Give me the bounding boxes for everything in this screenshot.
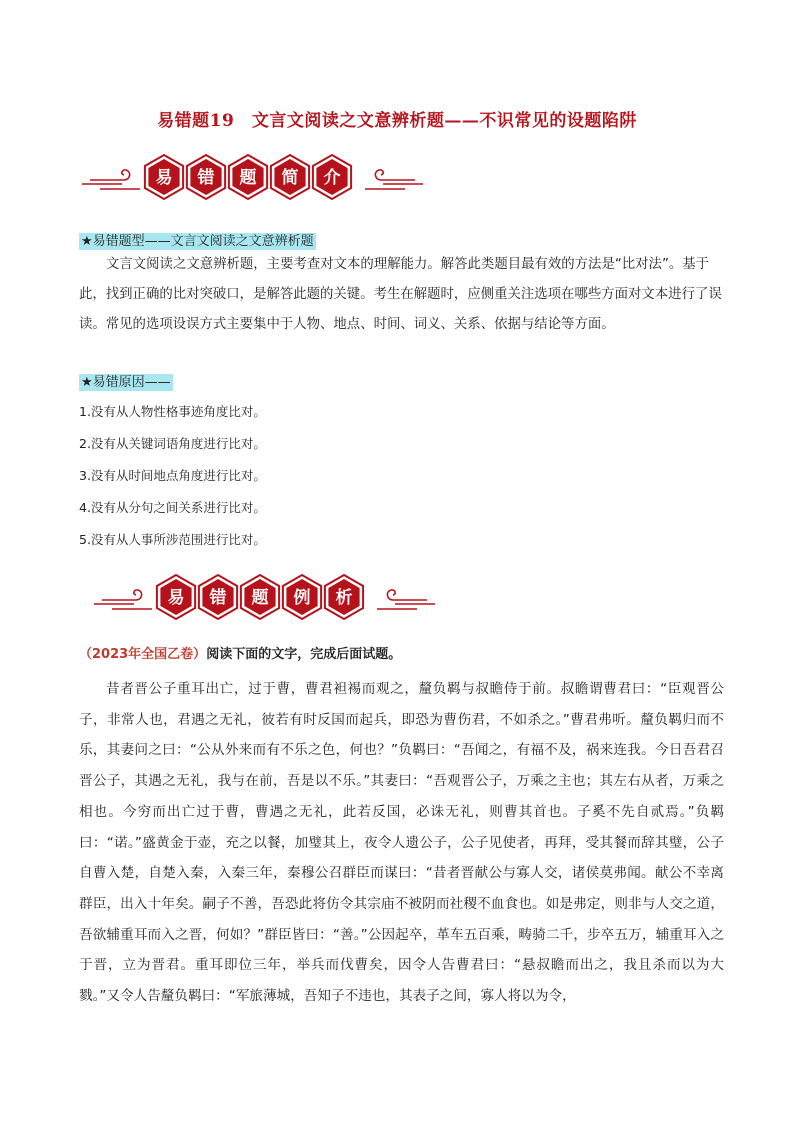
banner-right-deco (365, 170, 423, 189)
banner-char: 析 (335, 588, 353, 608)
banner-char: 题 (251, 588, 269, 608)
reason-item-3: 3.没有从时间地点角度进行比对。 (79, 468, 266, 483)
banner-char: 题 (239, 168, 257, 188)
banner-char: 错 (209, 588, 227, 608)
banner-right-deco (377, 590, 435, 609)
banner-intro-graphic (80, 152, 425, 202)
instruction-text: 阅读下面的文字，完成后面试题。 (206, 647, 402, 662)
banner-char: 例 (293, 588, 311, 608)
section1-heading: ★易错题型——文言文阅读之文意辨析题 (81, 234, 314, 249)
section-banner-intro (80, 152, 425, 202)
example-source (79, 643, 401, 662)
banner-left-deco (94, 590, 152, 609)
banner-char: 介 (323, 168, 341, 188)
source-tag: （2023年全国乙卷） (79, 647, 207, 662)
section1-paragraph: 文言文阅读之文意辨析题，主要考查对文本的理解能力。解答此类题目最有效的方法是“比对法”。基于此，找到正确的比对突破口，是解答此题的关键。考生在解题时，应侧重关注选项在哪些方面对文本进行了误读。常见的选项设误方式主要集中于人物、地点、时间、词义、关系、依据与结论等方面。 (79, 257, 722, 332)
banner-examples-graphic (92, 572, 437, 622)
reason-item-5: 5.没有从人事所涉范围进行比对。 (79, 532, 266, 547)
page-title: 易错题19 文言文阅读之文意辨析题——不识常见的设题陷阱 (157, 111, 637, 131)
banner-char: 易 (155, 168, 173, 188)
section2-heading: ★易错原因—— (81, 375, 171, 390)
reason-item-1: 1.没有从人物性格事迹角度比对。 (79, 404, 266, 419)
section-banner-examples (92, 572, 437, 622)
banner-char: 错 (197, 168, 215, 188)
classical-text-passage: 昔者晋公子重耳出亡，过于曹，曹君袒裼而观之，釐负羁与叔瞻侍于前。叔瞻谓曹君曰：“臣观晋公子，非常人也，君遇之无礼，彼若有时反国而起兵，即恐为曹伤君，不如杀之。”曹君弗听。釐负羁归而不乐，其妻问之曰：“公从外来而有不乐之色，何也？”负羁曰：“吾闻之，有福不及，祸来连我。今日吾君召晋公子，其遇之无礼，我与在前，吾是以不乐。”其妻曰：“吾观晋公子，万乘之主也；其左右从者，万乘之相也。今穷而出亡过于曹，曹遇之无礼，此若反国，必诛无礼，则曹其首也。子奚不先自贰焉。”负羁曰：“诺。”盛黄金于壶，充之以餐，加璧其上，夜令人遗公子，公子见使者，再拜，受其餐而辞其璧，公子自曹入楚，自楚入秦，入秦三年，秦穆公召群臣而谋曰：“昔者晋献公与寡人交，诸侯莫弗闻。献公不幸离群臣，出入十年矣。嗣子不善，吾恐此将仿令其宗庙不被阴而社稷不血食也。如是弗定，则非与人交之道，吾欲辅重耳而入之晋，何如？”群臣皆曰：“善。”公因起卒，革车五百乘，畴骑二千，步卒五万，辅重耳入之于晋，立为晋君。重耳即位三年，举兵而伐曹矣，因令人告曹君曰：“悬叔瞻而出之，我且杀而以为大戮。”又令人告釐负羁曰：“军旅薄城，吾知子不违也，其表子之间，寡人将以为令， (79, 681, 724, 1005)
banner-char: 易 (167, 588, 185, 608)
banner-left-deco (82, 170, 140, 189)
banner-char: 简 (281, 168, 299, 188)
reason-item-2: 2.没有从关键词语角度进行比对。 (79, 436, 266, 451)
reason-item-4: 4.没有从分句之间关系进行比对。 (79, 500, 266, 515)
